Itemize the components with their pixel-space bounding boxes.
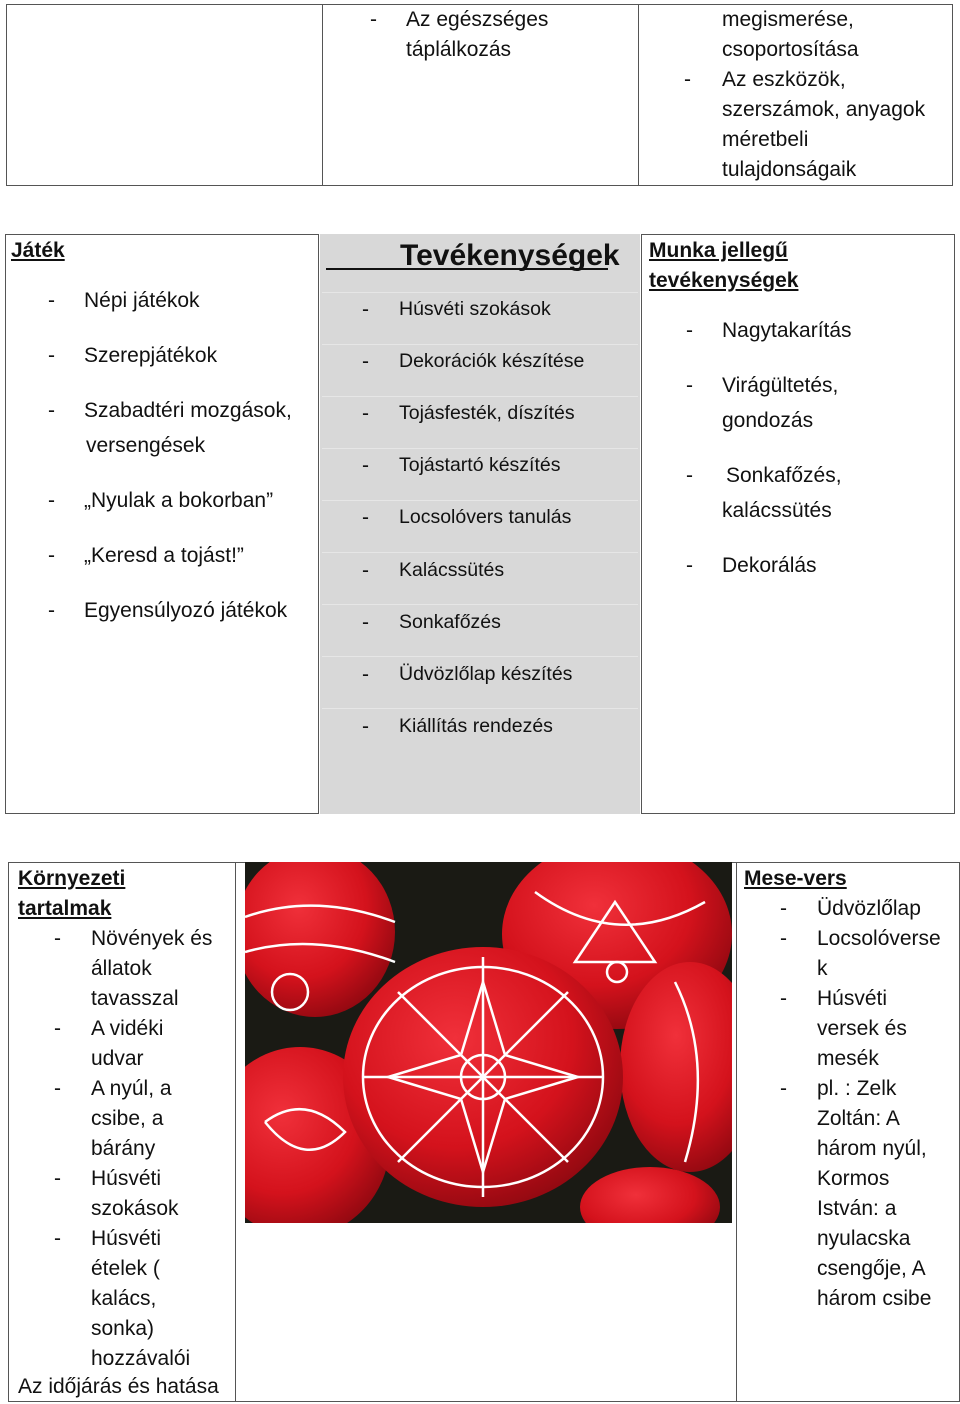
kornyezeti-line: Húsvéti bbox=[91, 1167, 162, 1190]
jatek-item: versengések bbox=[86, 434, 206, 457]
mese-line: Üdvözlőlap bbox=[817, 897, 921, 920]
bullet-dash: - bbox=[780, 897, 787, 920]
mese-line: Zoltán: A bbox=[817, 1107, 900, 1130]
bullet-dash: - bbox=[362, 402, 369, 425]
bullet-dash: - bbox=[362, 715, 369, 738]
kornyezeti-line: A vidéki bbox=[91, 1017, 164, 1040]
tevekenyseg-item: Kalácssütés bbox=[399, 559, 505, 581]
mese-line: Kormos bbox=[817, 1167, 890, 1190]
kornyezeti-line: hozzávalói bbox=[91, 1347, 191, 1370]
bullet-dash: - bbox=[362, 611, 369, 634]
jatek-item: Egyensúlyozó játékok bbox=[84, 599, 288, 622]
bullet-dash: - bbox=[48, 489, 55, 512]
mese-line: csengője, A bbox=[817, 1257, 926, 1280]
kornyezeti-line: állatok bbox=[91, 957, 152, 980]
munka-heading: Munka jellegű bbox=[649, 239, 788, 262]
bullet-dash: - bbox=[686, 374, 693, 397]
tevekenyseg-item: Dekorációk készítése bbox=[399, 350, 585, 372]
bullet-dash: - bbox=[54, 1017, 61, 1040]
munka-item: gondozás bbox=[722, 409, 814, 432]
bullet-dash: - bbox=[686, 554, 693, 577]
kornyezeti-heading: Környezeti bbox=[18, 867, 126, 890]
top-col2-line: táplálkozás bbox=[406, 38, 512, 61]
kornyezeti-line: ételek ( bbox=[91, 1257, 160, 1280]
top-col3-line: Az eszközök, bbox=[722, 68, 846, 91]
jatek-item: Szerepjátékok bbox=[84, 344, 218, 367]
kornyezeti-line: bárány bbox=[91, 1137, 156, 1160]
top-table-cell-1 bbox=[6, 4, 323, 186]
munka-item: Dekorálás bbox=[722, 554, 817, 577]
bullet-dash: - bbox=[48, 289, 55, 312]
munka-item: kalácssütés bbox=[722, 499, 832, 522]
mese-line: három csibe bbox=[817, 1287, 932, 1310]
mese-line: Húsvéti bbox=[817, 987, 888, 1010]
tevekenysegek-heading: Tevékenységek bbox=[400, 239, 620, 272]
munka-item: Virágültetés, bbox=[722, 374, 839, 397]
bullet-dash: - bbox=[780, 927, 787, 950]
bullet-dash: - bbox=[48, 599, 55, 622]
jatek-item: Szabadtéri mozgások, bbox=[84, 399, 292, 422]
bullet-dash: - bbox=[54, 1227, 61, 1250]
tevekenyseg-item: Sonkafőzés bbox=[399, 611, 501, 633]
bullet-dash: - bbox=[48, 544, 55, 567]
munka-heading: tevékenységek bbox=[649, 269, 799, 292]
mese-line: pl. : Zelk bbox=[817, 1077, 897, 1100]
bullet-dash: - bbox=[54, 1167, 61, 1190]
top-col3-line: tulajdonságaik bbox=[722, 158, 857, 181]
kornyezeti-line: kalács, bbox=[91, 1287, 157, 1310]
tevekenyseg-item: Tojástartó készítés bbox=[399, 454, 561, 476]
bullet-dash: - bbox=[362, 506, 369, 529]
munka-item: Nagytakarítás bbox=[722, 319, 852, 342]
bullet-dash: - bbox=[370, 8, 377, 31]
kornyezeti-heading: tartalmak bbox=[18, 897, 112, 920]
kornyezeti-line: sonka) bbox=[91, 1317, 155, 1340]
mese-line: mesék bbox=[817, 1047, 879, 1070]
kornyezeti-line: A nyúl, a bbox=[91, 1077, 172, 1100]
bullet-dash: - bbox=[362, 663, 369, 686]
bullet-dash: - bbox=[686, 464, 693, 487]
mese-line: versek és bbox=[817, 1017, 907, 1040]
bullet-dash: - bbox=[362, 298, 369, 321]
top-col3-line: megismerése, bbox=[722, 8, 854, 31]
top-col3-line: szerszámok, anyagok bbox=[722, 98, 926, 121]
jatek-item: „Keresd a tojást!” bbox=[84, 544, 244, 567]
kornyezeti-line: Növények és bbox=[91, 927, 213, 950]
bullet-dash: - bbox=[48, 344, 55, 367]
tevekenyseg-item: Locsolóvers tanulás bbox=[399, 506, 572, 528]
bullet-dash: - bbox=[780, 987, 787, 1010]
kornyezeti-line: Húsvéti bbox=[91, 1227, 162, 1250]
decorated-red-easter-eggs-image bbox=[245, 862, 732, 1223]
bullet-dash: - bbox=[362, 350, 369, 373]
top-col3-line: méretbeli bbox=[722, 128, 809, 151]
bullet-dash: - bbox=[684, 68, 691, 91]
jatek-item: „Nyulak a bokorban” bbox=[84, 489, 274, 512]
mese-line: István: a bbox=[817, 1197, 897, 1220]
bullet-dash: - bbox=[362, 559, 369, 582]
kornyezeti-line: szokások bbox=[91, 1197, 179, 1220]
bullet-dash: - bbox=[780, 1077, 787, 1100]
top-col2-line: Az egészséges bbox=[406, 8, 549, 31]
mese-line: k bbox=[817, 957, 828, 980]
kornyezeti-line: tavasszal bbox=[91, 987, 179, 1010]
mese-heading: Mese-vers bbox=[744, 867, 847, 890]
jatek-cell bbox=[5, 234, 319, 814]
bullet-dash: - bbox=[48, 399, 55, 422]
bullet-dash: - bbox=[362, 454, 369, 477]
top-col3-line: csoportosítása bbox=[722, 38, 859, 61]
bullet-dash: - bbox=[686, 319, 693, 342]
bullet-dash: - bbox=[54, 1077, 61, 1100]
kornyezeti-line: udvar bbox=[91, 1047, 144, 1070]
munka-item: Sonkafőzés, bbox=[726, 464, 842, 487]
tevekenyseg-item: Tojásfesték, díszítés bbox=[399, 402, 575, 424]
mese-line: nyulacska bbox=[817, 1227, 911, 1250]
jatek-heading: Játék bbox=[11, 239, 65, 262]
kornyezeti-footer: Az időjárás és hatása bbox=[18, 1375, 219, 1398]
kornyezeti-line: csibe, a bbox=[91, 1107, 164, 1130]
mese-line: Locsolóverse bbox=[817, 927, 941, 950]
tevekenyseg-item: Húsvéti szokások bbox=[399, 298, 551, 320]
jatek-item: Népi játékok bbox=[84, 289, 200, 312]
tevekenyseg-item: Kiállítás rendezés bbox=[399, 715, 553, 737]
bullet-dash: - bbox=[54, 927, 61, 950]
mese-line: három nyúl, bbox=[817, 1137, 927, 1160]
tevekenyseg-item: Üdvözlőlap készítés bbox=[399, 663, 573, 685]
